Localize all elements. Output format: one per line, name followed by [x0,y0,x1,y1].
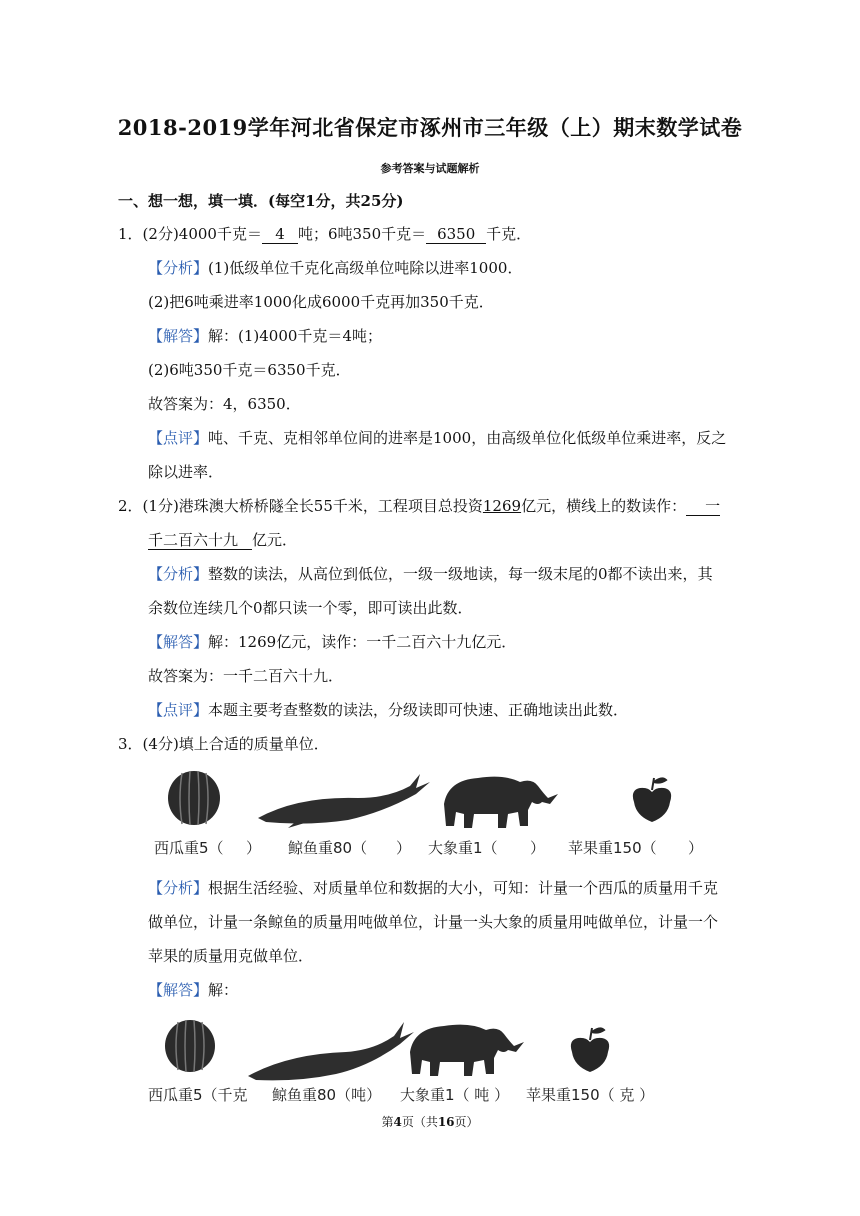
answer-blank: 千二百六十九 [148,531,252,550]
watermelon-icon [165,1020,215,1072]
whale-icon [258,774,430,828]
elephant-icon [410,1025,524,1076]
question-2-stem: 2．(1分)港珠澳大桥桥隧全长55千米，工程项目总投资1269亿元，横线上的数读作： 一 [118,497,721,515]
answer-blank: 6350 [426,225,486,244]
question-3-stem: 3．(4分)填上合适的质量单位． [118,735,329,753]
section-heading: 一、想一想，填一填．(每空1分，共25分) [118,192,404,210]
question-2-answer-final: 故答案为：一千二百六十九． [148,667,344,685]
question-1-comment: 【点评】吨、千克、克相邻单位间的进率是1000，由高级单位化低级单位乘进率，反之 [148,429,727,447]
question-2-answer: 【解答】解：1269亿元，读作：一千二百六十九亿元． [148,633,517,651]
question-2-comment: 【点评】本题主要考查整数的读法，分级读即可快速、正确地读出此数． [148,701,629,719]
question-2-stem-line: 千二百六十九 亿元． [148,531,298,549]
apple-icon [633,778,671,822]
underlined-number: 1269 [482,497,522,515]
caption-whale: 鲸鱼重80（ [288,839,368,857]
caption-watermelon: 西瓜重5（ [154,839,224,857]
caption-close: ） [688,839,704,857]
question-3-answer-figure [148,1012,738,1108]
filled-elephant: 大象重1（ 吨 ） [400,1086,510,1104]
apple-icon [571,1028,609,1072]
caption-close: ） [246,839,262,857]
elephant-icon [444,777,558,828]
question-1-analysis: 【分析】(1)低级单位千克化高级单位吨除以进率1000． [148,259,523,277]
caption-apple: 苹果重150（ [568,839,657,857]
filled-whale: 鲸鱼重80（吨） [272,1086,382,1104]
caption-close: ） [530,839,546,857]
page-total: 16 [437,1115,455,1129]
question-3-analysis-line: 苹果的质量用克做单位． [148,947,314,965]
question-2-analysis: 【分析】整数的读法，从高位到低位，一级一级地读，每一级末尾的0都不读出来，其 [148,565,713,583]
page-footer: 第4页（共16页） [381,1115,479,1129]
question-1-answer: 【解答】解：(1)4000千克＝4吨； [148,327,382,345]
page-title: 2018-2019学年河北省保定市涿州市三年级（上）期末数学试卷 [117,115,743,140]
caption-close: ） [396,839,412,857]
filled-watermelon: 西瓜重5（千克 [148,1086,248,1104]
question-3-analysis: 【分析】根据生活经验、对质量单位和数据的大小，可知：计量一个西瓜的质量用千克 [148,879,719,897]
watermelon-icon [168,771,220,825]
whale-icon [248,1022,414,1080]
answer-blank: 4 [262,225,298,244]
question-2-analysis-line: 余数位连续几个0都只读一个零，即可读出此数． [148,599,473,617]
page-number: 4 [393,1115,402,1129]
filled-apple: 苹果重150（ 克 ） [526,1086,655,1104]
question-3-analysis-line: 做单位，计量一条鲸鱼的质量用吨做单位，计量一头大象的质量用吨做单位，计量一个 [148,913,719,931]
caption-elephant: 大象重1（ [428,839,498,857]
answer-blank: 一 [686,497,720,516]
question-1-analysis-line: (2)把6吨乘进率1000化成6000千克再加350千克． [148,293,494,311]
question-3-answer: 【解答】解： [148,981,239,999]
question-1-stem: 1．(2分)4000千克＝ 4 吨；6吨350千克＝ 6350 千克． [118,225,532,243]
question-1-answer-final: 故答案为：4，6350． [148,395,301,413]
question-1-comment-line: 除以进率． [148,463,224,481]
page-subtitle: 参考答案与试题解析 [380,162,480,175]
question-3-figure [148,768,738,860]
question-1-answer-line: (2)6吨350千克＝6350千克． [148,361,351,379]
